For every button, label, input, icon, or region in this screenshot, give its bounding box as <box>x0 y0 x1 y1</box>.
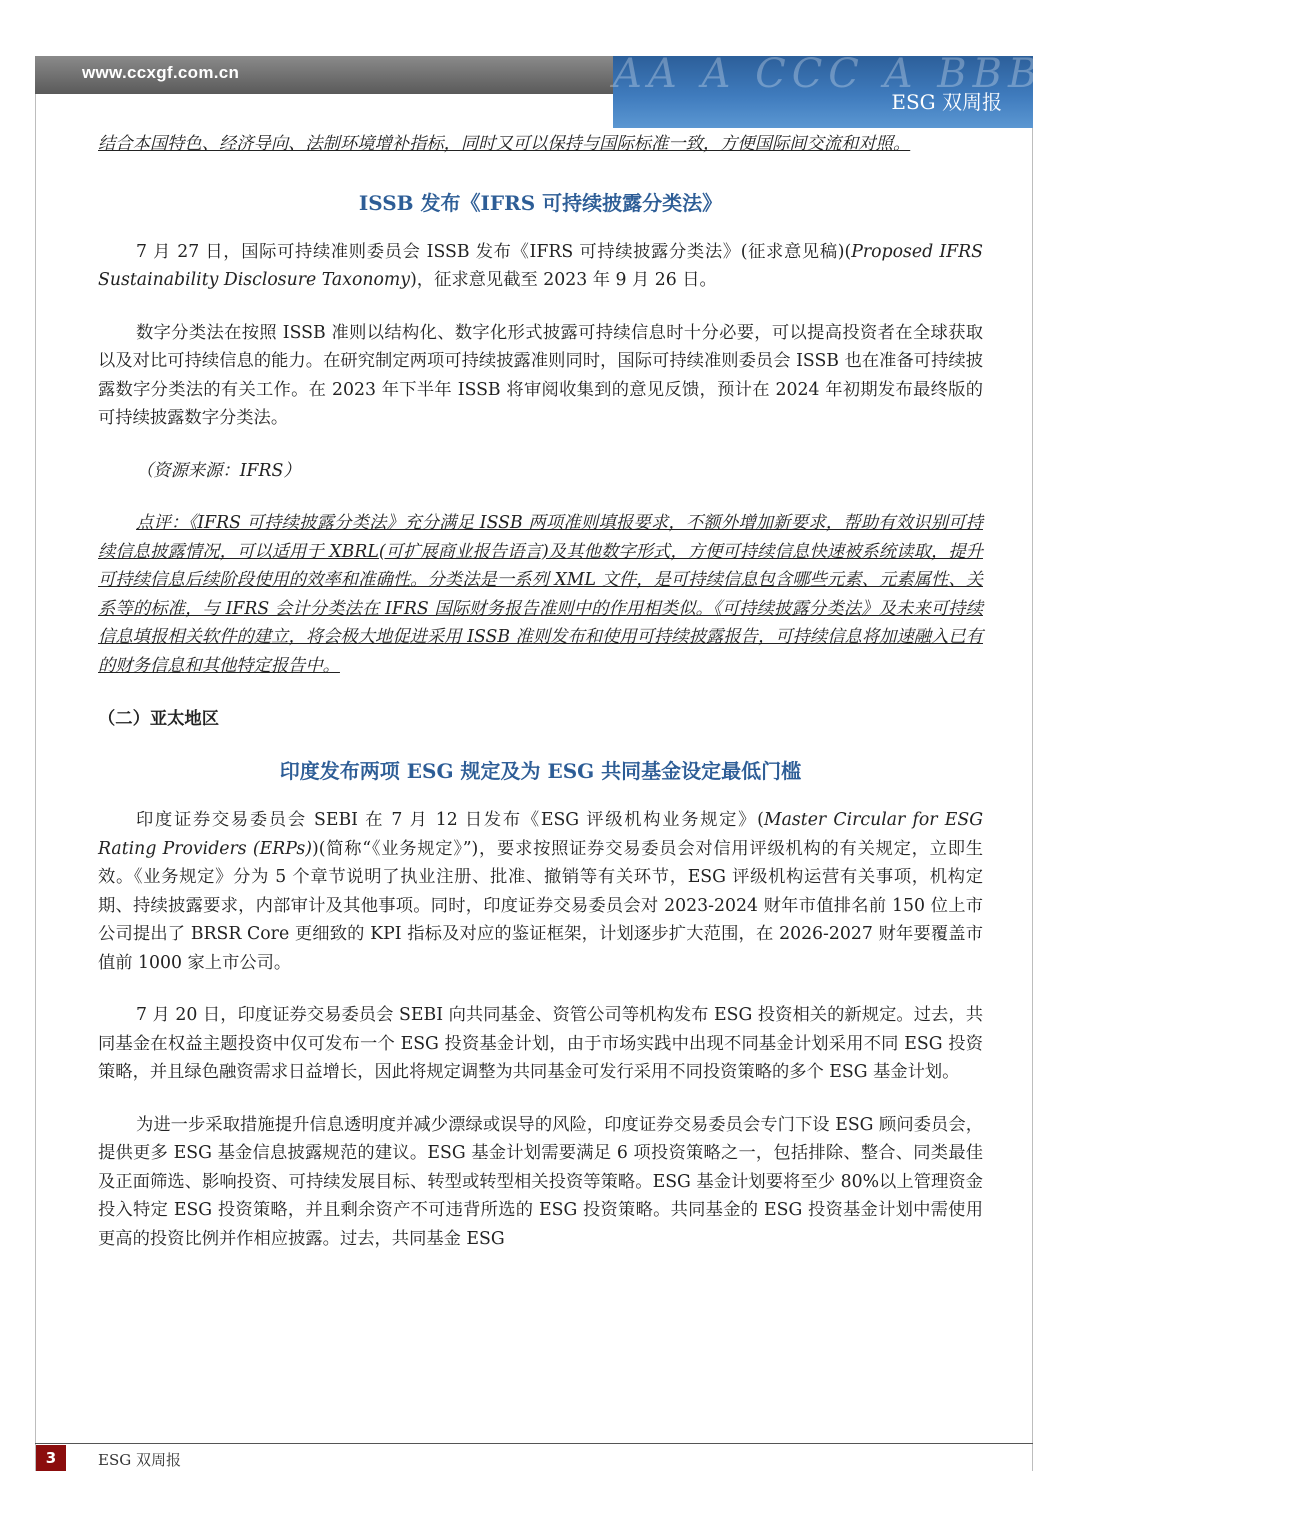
banner-rating-letters: AA A CCC A BBB CC C A-Z <box>613 51 1298 97</box>
report-title: ESG 双周报 <box>891 90 1002 114</box>
issb-1-text-end: )，征求意见截至 2023 年 9 月 26 日。 <box>410 270 717 290</box>
source-note: （资源来源：IFRS） <box>136 460 301 481</box>
heading-issb: ISSB 发布《IFRS 可持续披露分类法》 <box>358 190 723 215</box>
india-1-italic: Master Circular for ESG Rating Providers (ERPs) <box>98 810 983 859</box>
paragraph-issb-1 <box>98 238 983 295</box>
paragraph-top: 结合本国特色、经济导向、法制环境增补指标，同时又可以保持与国际标准一致，方便国际间交流和对照。 <box>98 134 911 154</box>
page-number: 3 <box>36 1445 66 1471</box>
footer-label: ESG 双周报 <box>98 1451 181 1469</box>
page-frame-right <box>1032 56 1033 1471</box>
paragraph-india-1 <box>98 806 983 977</box>
india-1-text: 印度证券交易委员会 SEBI 在 7 月 12 日发布《ESG 评级机构业务规定》( <box>136 810 764 830</box>
site-url[interactable]: www.ccxgf.com.cn <box>82 63 240 82</box>
footer-divider <box>35 1443 1033 1444</box>
india-1-text-end: )(简称“《业务规定》”)，要求按照证券交易委员会对信用评级机构的有关规定，立即生效。《业务规定》分为 5 个章节说明了执业注册、批准、撤销等有关环节，ESG 评级机构运营有关事项，机构定期、持续披露要求，内部审计及其他事项。同时，印度证券交易委员会对 2023-2024 财年市值排名前 150 位上市公司提出了 BRSR Core 更细致的 KPI 指标及对应的鉴证框架，计划逐步扩大范围，在 2026-2027 财年要覆盖市值前 1000 家上市公司。 <box>98 838 983 973</box>
paragraph-india-3: 为进一步采取措施提升信息透明度并减少漂绿或误导的风险，印度证券交易委员会专门下设 ESG 顾问委员会，提供更多 ESG 基金信息披露规范的建议。ESG 基金计划需要满足 6 项投资策略之一，包括排除、整合、同类最佳及正面筛选、影响投资、可持续发展目标、转型或转型相关投资等策略。ESG 基金计划要将至少 80%以上管理资金投入特定 ESG 投资策略，并且剩余资产不可违背所选的 ESG 投资策略。共同基金的 ESG 投资基金计划中需使用更高的投资比例并作相应披露。过去，共同基金 ESG <box>98 1114 983 1249</box>
issb-1-italic: Proposed IFRS Sustainability Disclosure Taxonomy <box>98 241 983 290</box>
issb-1-text: 7 月 27 日，国际可持续准则委员会 ISSB 发布《IFRS 可持续披露分类法》(征求意见稿)( <box>136 241 852 262</box>
page-frame-left <box>35 56 36 1471</box>
article-body <box>98 130 983 1253</box>
paragraph-issb-2: 数字分类法在按照 ISSB 准则以结构化、数字化形式披露可持续信息时十分必要，可以提高投资者在全球获取以及对比可持续信息的能力。在研究制定两项可持续披露准则同时，国际可持续准则委员会 ISSB 也在准备可持续披露数字分类法的有关工作。在 2023 年下半年 ISSB 将审阅收集到的意见反馈，预计在 2024 年初期发布最终版的可持续披露数字分类法。 <box>98 322 983 428</box>
paragraph-india-2: 7 月 20 日，印度证券交易委员会 SEBI 向共同基金、资管公司等机构发布 ESG 投资相关的新规定。过去，共同基金在权益主题投资中仅可发布一个 ESG 投资基金计划，由于市场实践中出现不同基金计划采用不同 ESG 投资策略，并且绿色融资需求日益增长，因此将规定调整为共同基金可发行采用不同投资策略的多个 ESG 基金计划。 <box>98 1005 983 1082</box>
comment-paragraph: 点评：《IFRS 可持续披露分类法》充分满足 ISSB 两项准则填报要求，不额外增加新要求，帮助有效识别可持续信息披露情况，可以适用于 XBRL(可扩展商业报告语言)及其他数字形式，方便可持续信息快速被系统读取，提升可持续信息后续阶段使用的效率和准确性。分类法是一系列 XML 文件，是可持续信息包含哪些元素、元素属性、关系等的标准，与 IFRS 会计分类法在 IFRS 国际财务报告准则中的作用相类似。《可持续披露分类法》及未来可持续信息填报相关软件的建立，将会极大地促进采用 ISSB 准则发布和使用可持续披露报告，可持续信息将加速融入已有的财务信息和其他特定报告中。 <box>98 513 983 676</box>
section-asia-pacific: （二）亚太地区 <box>98 709 219 729</box>
heading-india: 印度发布两项 ESG 规定及为 ESG 共同基金设定最低门槛 <box>279 759 802 783</box>
